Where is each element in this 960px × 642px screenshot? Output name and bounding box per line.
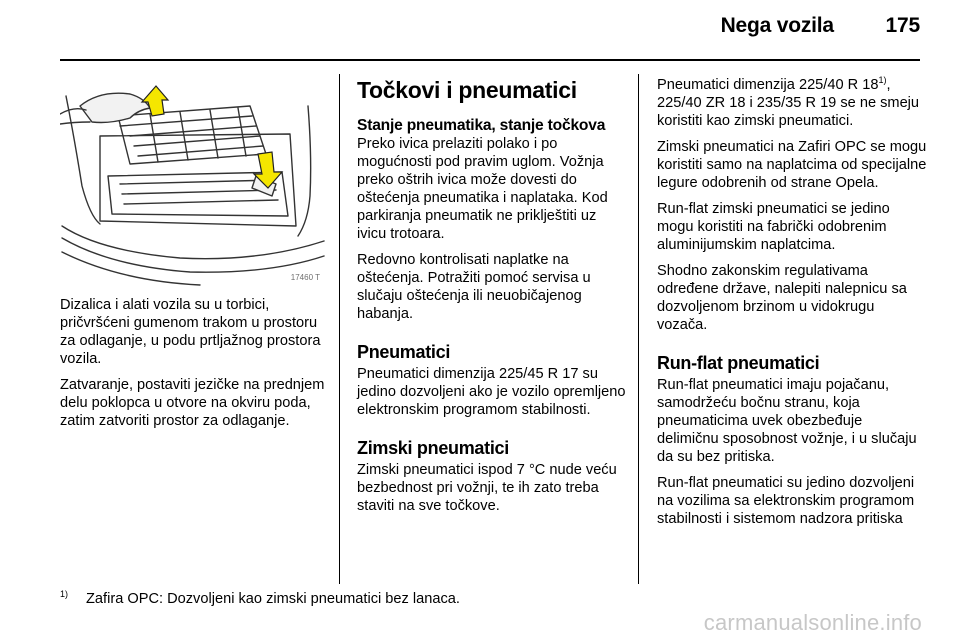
paragraph: Zatvaranje, postaviti jezičke na prednjem delu poklopca u otvore na okviru poda, zatim zatvoriti prostor za odlaganje. (60, 377, 325, 429)
paragraph: Run-flat pneumatici imaju pojačanu, samodržeću bočnu stranu, koja pneumaticima uvek obezbeđuje delimičnu sposobnost vožnje, i u slučaju da su bez pritiska. (657, 377, 917, 465)
column-3 (657, 76, 927, 536)
paragraph: Dizalica i alati vozila su u torbici, pričvršćeni gumenom trakom u prostoru za odlaganje, u podu prtljažnog prostora vozila. (60, 297, 321, 367)
footnote-text: Zafira OPC: Dozvoljeni kao zimski pneumatici bez lanaca. (86, 590, 460, 607)
subsection-title: Run-flat pneumatici (657, 353, 820, 373)
trunk-floor-illustration (60, 76, 326, 286)
column-1 (60, 296, 330, 438)
figure-number: 17460 T (290, 273, 320, 282)
paragraph: Shodno zakonskim regulativama određene države, nalepiti nalepnicu sa dozvoljenom brzinom u vidokrugu vozača. (657, 263, 907, 333)
column-2 (357, 76, 629, 523)
paragraph-text: Pneumatici dimenzija 225/40 R 18 (657, 77, 879, 93)
paragraph: Zimski pneumatici ispod 7 °C nude veću bezbednost pri vožnji, te ih zato treba staviti na sve točkove. (357, 462, 617, 514)
subsection-title: Stanje pneumatika, stanje točkova (357, 117, 606, 134)
subsection-title: Zimski pneumatici (357, 438, 509, 458)
paragraph: Preko ivica prelaziti polako i po mogućnosti pod pravim uglom. Vožnja preko oštrih ivica može dovesti do oštećenja pneumatika i naplataka. Kod parkiranja pneumatik ne priklještiti uz ivicu trotoara. (357, 136, 608, 242)
column-divider-1 (339, 74, 340, 584)
subsection-title: Pneumatici (357, 342, 451, 362)
watermark: carmanualsonline.info (703, 610, 922, 635)
header-rule (60, 59, 920, 61)
paragraph: Run-flat pneumatici su jedino dozvoljeni na vozilima sa elektronskim programom stabilnosti i sistemom nadzora pritiska (657, 475, 915, 527)
page-title: Nega vozila (720, 14, 834, 37)
paragraph-text: , 225/40 ZR 18 i 235/35 R 19 se ne smeju koristiti kao zimski pneumatici. (657, 77, 920, 129)
page-number: 175 (885, 14, 920, 37)
trunk-floor-drawing (60, 76, 326, 286)
paragraph: Zimski pneumatici na Zafiri OPC se mogu koristiti samo na naplatcima od specijalne legure odobrenih od strane Opela. (657, 139, 927, 191)
page-header (721, 14, 920, 38)
paragraph: Redovno kontrolisati naplatke na oštećenja. Potražiti pomoć servisa u slučaju oštećenja ili neuobičajenog habanja. (357, 252, 591, 322)
column-divider-2 (638, 74, 639, 584)
paragraph: Pneumatici dimenzija 225/45 R 17 su jedino dozvoljeni ako je vozilo opremljeno elektronskim programom stabilnosti. (357, 366, 626, 418)
paragraph: Run-flat zimski pneumatici se jedino mogu koristiti na fabrički odobrenim aluminijumskim naplatcima. (657, 201, 890, 253)
footnote-mark: 1) (60, 589, 69, 599)
section-title: Točkovi i pneumatici (357, 77, 577, 103)
paragraph (657, 76, 927, 130)
footnote-reference: 1) (878, 75, 887, 86)
footnote (60, 589, 460, 607)
